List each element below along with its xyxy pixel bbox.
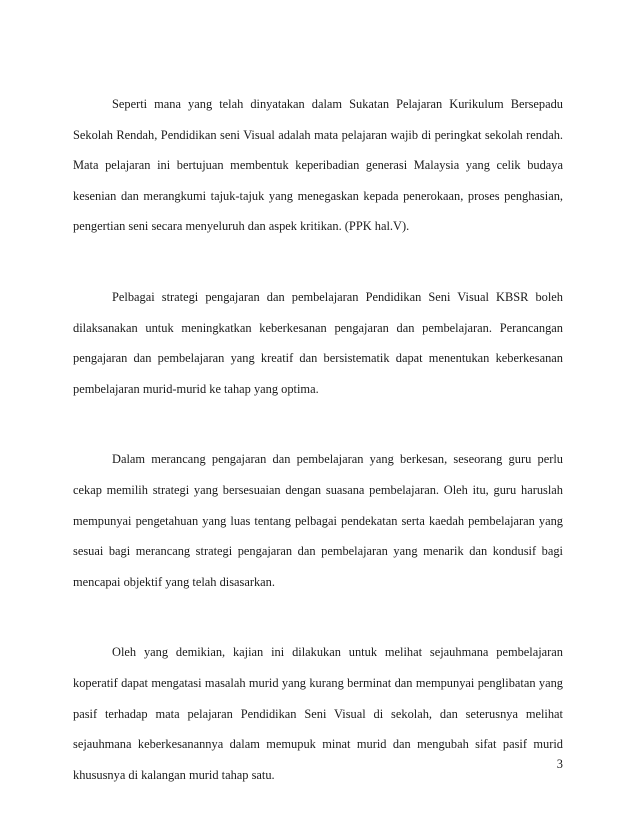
body-text [73,89,563,830]
paragraph-4: Oleh yang demikian, kajian ini dilakukan untuk melihat sejauhmana pembelajaran koperatif dapat mengatasi masalah murid yang kurang berminat dan mempunyai penglibatan yang pasif terhadap mata pelajaran Pendidikan Seni Visual di sekolah, dan seterusnya melihat sejauhmana keberkesanannya dalam memupuk minat murid dan mengubah sifat pasif murid khususnya di kalangan murid tahap satu. [73,645,563,782]
paragraph-1: Seperti mana yang telah dinyatakan dalam Sukatan Pelajaran Kurikulum Bersepadu Sekolah Rendah, Pendidikan seni Visual adalah mata pelajaran wajib di peringkat sekolah rendah. Mata pelajaran ini bertujuan membentuk keperibadian generasi Malaysia yang celik budaya kesenian dan merangkumi tajuk-tajuk yang menegaskan kepada penerokaan, proses penghasian, pengertian seni secara menyeluruh dan aspek kritikan. (PPK hal.V). [73,97,563,234]
page-number: 3 [556,757,563,771]
paragraph-2: Pelbagai strategi pengajaran dan pembelajaran Pendidikan Seni Visual KBSR boleh dilaksanakan untuk meningkatkan keberkesanan pengajaran dan pembelajaran. Perancangan pengajaran dan pembelajaran yang kreatif dan bersistematik dapat menentukan keberkesanan pembelajaran murid-murid ke tahap yang optima. [73,289,563,396]
paragraph-3: Dalam merancang pengajaran dan pembelajaran yang berkesan, seseorang guru perlu cekap memilih strategi yang bersesuaian dengan suasana pembelajaran. Oleh itu, guru haruslah mempunyai pengetahuan yang luas tentang pelbagai pendekatan serta kaedah pembelajaran yang sesuai bagi merancang strategi pengajaran dan pembelajaran yang menarik dan kondusif bagi mencapai objektif yang telah disasarkan. [73,452,563,589]
